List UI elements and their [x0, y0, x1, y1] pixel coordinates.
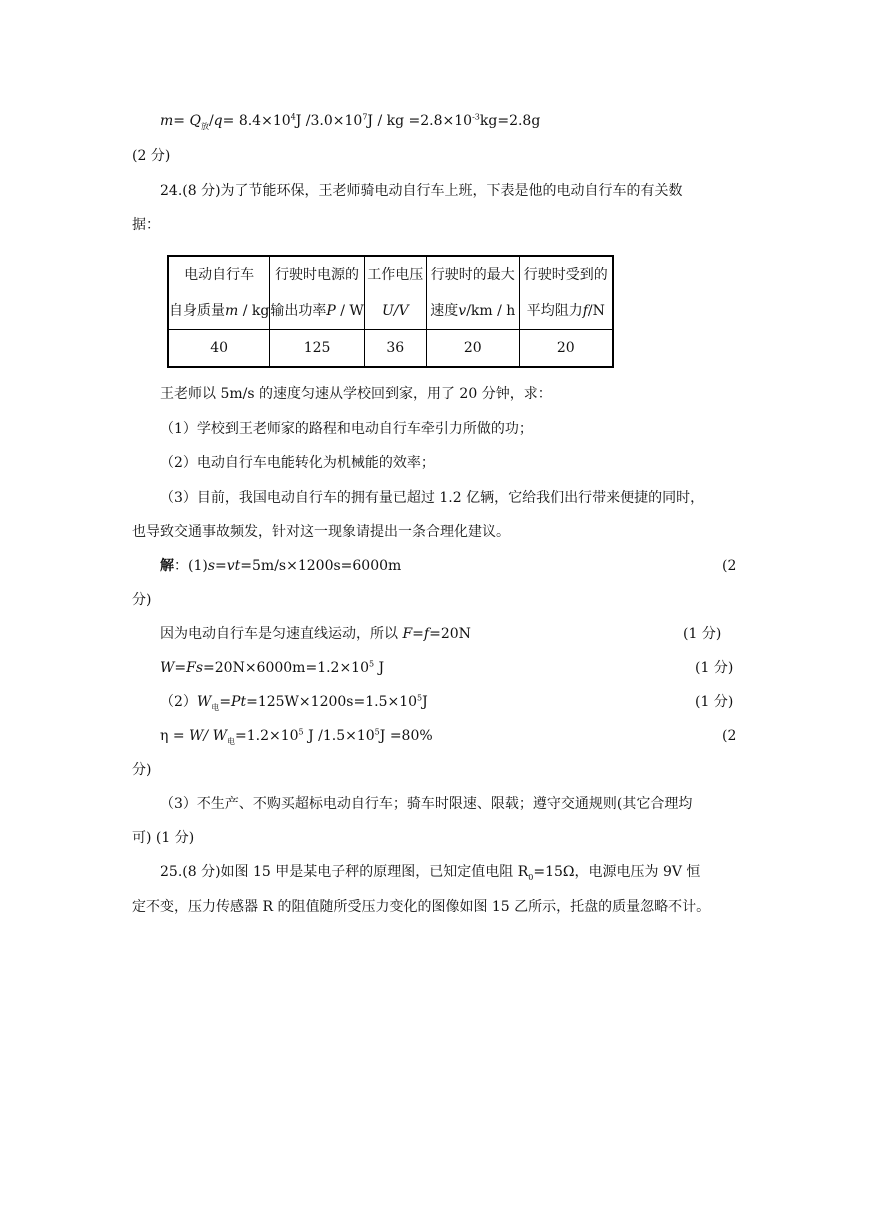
solution-line-3: $W=Fs=20N\times 6000m=1.2\times 10^5$ J	[160, 659, 385, 676]
score-label: (2	[722, 728, 737, 744]
solution-line-6b: 可) (1 分)	[132, 830, 195, 846]
formula-mass-line	[160, 111, 540, 131]
solution-line-5: η = W/ $W_电=1.2\times 10^5$ J $/1.5\times 10^5J =80\%$	[160, 727, 433, 746]
table-row	[168, 330, 613, 368]
solution-line-4: $(2)W_电=Pt=125W\times 1200s=1.5\times 10^5J$	[160, 693, 428, 712]
score-label: (2 分)	[132, 148, 171, 164]
q25-line-2: 定不变，压力传感器 R 的阻值随所受压力变化的图像如图 15 乙所示，托盘的质量忽略不计。	[132, 899, 711, 915]
var-q: q	[213, 113, 223, 129]
score-label: (2	[722, 558, 737, 574]
value-part: J / kg =2.8×10	[367, 113, 473, 129]
slash: /	[208, 113, 214, 129]
table-cell: 20	[519, 330, 613, 368]
table-header-cell: 电动自行车	[168, 256, 270, 293]
score-label: (1 分)	[695, 660, 734, 676]
solution-line-1: 解：(1)s=vt=5m/s×1200s=6000m	[160, 558, 402, 574]
solution-line-2: 因为电动自行车是匀速直线运动，所以 F=f=20N	[160, 626, 471, 642]
solution-label: 解	[160, 558, 174, 574]
table-header-row	[168, 293, 613, 330]
q24-intro-line-1: 24.(8 分)为了节能环保，王老师骑电动自行车上班，下表是他的电动自行车的有关数	[160, 183, 683, 199]
table-header-cell: 工作电压	[364, 256, 426, 293]
solution-line-6: （3）不生产、不购买超标电动自行车；骑车时限速、限载；遵守交通规则(其它合理均	[160, 796, 693, 812]
q24-text-1: 王老师以 5m/s 的速度匀速从学校回到家，用了 20 分钟，求：	[160, 386, 552, 402]
value-part: J /3.0×10	[295, 113, 363, 129]
exp: 7	[362, 112, 368, 122]
bike-data-table	[167, 255, 614, 368]
table-header-cell: 输出功率P / W	[270, 293, 364, 330]
exp: -3	[472, 112, 480, 122]
q25-line-1: 25.(8 分)如图 15 甲是某电子秤的原理图，已知定值电阻 $R_0=15\Omega$，电源电压为 9V 恒	[160, 864, 701, 882]
q24-text-3: （2）电动自行车电能转化为机械能的效率；	[160, 455, 435, 471]
table-header-cell: 速度v/km / h	[426, 293, 519, 330]
exp: 4	[290, 112, 296, 122]
table-cell: 125	[270, 330, 364, 368]
table-cell: 20	[426, 330, 519, 368]
table-cell: 36	[364, 330, 426, 368]
value-part: = 8.4×10	[222, 113, 291, 129]
score-label: (1 分)	[695, 694, 734, 710]
table-header-row	[168, 256, 613, 293]
eq-sign: =	[173, 113, 190, 129]
table-header-cell: 平均阻力f/N	[519, 293, 613, 330]
q24-text-2: （1）学校到王老师家的路程和电动自行车牵引力所做的功；	[160, 421, 533, 437]
table-cell: 40	[168, 330, 270, 368]
q24-text-4: （3）目前，我国电动自行车的拥有量已超过 1.2 亿辆，它给我们出行带来便捷的同时，	[160, 490, 705, 506]
var-Q: Q	[189, 113, 201, 129]
table-header-cell: 行驶时电源的	[270, 256, 364, 293]
q24-intro-line-2: 据：	[132, 217, 160, 233]
value-part: kg=2.8g	[479, 113, 541, 129]
table-header-cell: 行驶时的最大	[426, 256, 519, 293]
var-m: m	[160, 113, 174, 129]
subscript-fang: 放	[200, 121, 209, 131]
table-header-cell: 行驶时受到的	[519, 256, 613, 293]
score-label: (1 分)	[683, 626, 722, 642]
q24-text-5: 也导致交通事故频发，针对这一现象请提出一条合理化建议。	[132, 524, 510, 540]
table-header-cell: U/V	[364, 293, 426, 330]
score-label: 分)	[132, 762, 152, 778]
table-header-cell: 自身质量m / kg	[168, 293, 270, 330]
score-label: 分)	[132, 592, 152, 608]
